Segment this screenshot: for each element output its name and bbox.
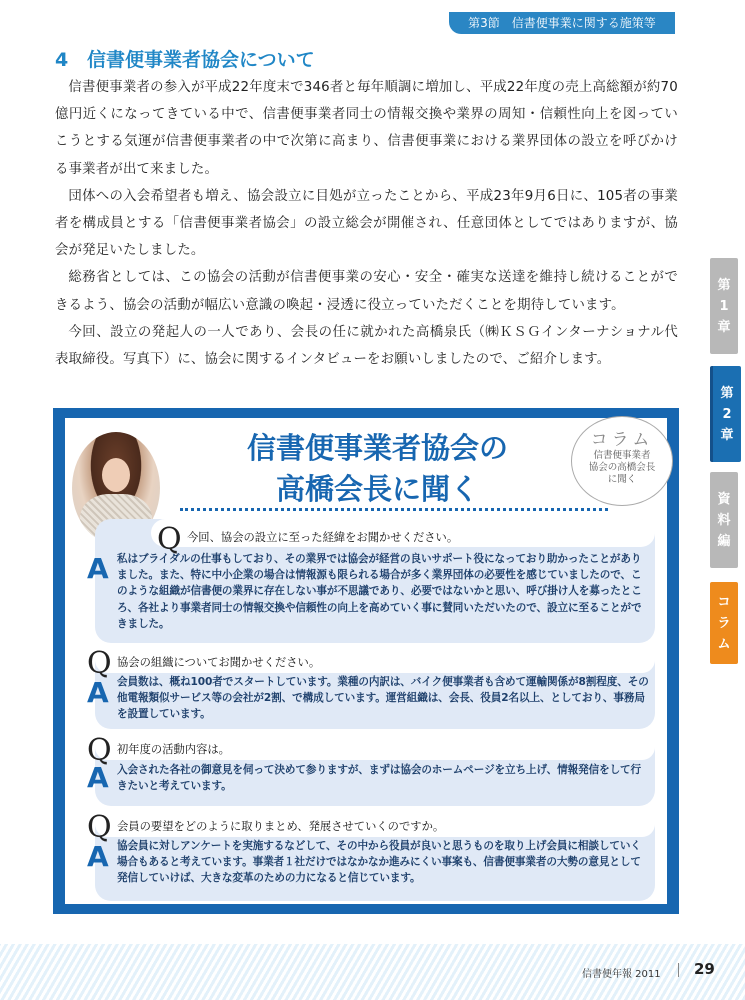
q-mark: Q: [87, 810, 112, 845]
stamp-main: コラム: [590, 430, 654, 450]
a-mark: A: [87, 676, 109, 709]
page-number: 29: [694, 960, 715, 978]
question-text: 協会の組織についてお聞かせください。: [117, 656, 321, 669]
stamp-sub: 信書便事業者: [593, 450, 651, 461]
paragraph: 信書便事業者の参入が平成22年度末で346者と毎年順調に増加し、平成22年度の売上高総額が約70億円近くになってきている中で、信書便事業者同士の情報交換や業界の周知・信頼性向上を図っていこうとする気運が信書便事業者の中で次第に高まり、信書便事業における業界団体の設立を呼びかける事業者が出て来ました。: [55, 80, 678, 177]
qa-block: [87, 733, 655, 806]
answer-text: 入会された各社の御意見を伺って決めて参りますが、まずは協会のホームページを立ち上げ、情報発信をして行きたいと考えています。: [117, 764, 642, 793]
qa-block: [87, 810, 655, 901]
answer-text: 協会員に対しアンケートを実施するなどして、その中から役員が良いと思うものを取り上げ会員に相談していく場合もあると考えています。事業者１社だけではなかなか進みにくい事案も、信書便事業者の大勢の意見として発信していけば、大きな変革のための力になると信じています。: [117, 840, 641, 885]
tab-char: ラ: [717, 615, 731, 631]
side-tab-chapter-2[interactable]: [710, 366, 741, 462]
tab-char: 編: [717, 533, 731, 549]
section-title-text: 信書便事業者協会について: [87, 49, 315, 71]
section-title: [55, 45, 315, 72]
a-mark: A: [87, 552, 109, 585]
tab-char: 章: [720, 427, 734, 443]
footer-publication: 信書便年報 2011: [582, 969, 661, 980]
stamp-sub: に聞く: [607, 474, 637, 485]
q-mark: Q: [157, 522, 182, 557]
side-tab-column[interactable]: [710, 582, 738, 664]
side-tab-appendix[interactable]: [710, 472, 738, 568]
tab-char: 1: [719, 298, 729, 314]
tab-char: コ: [717, 594, 731, 610]
stamp-sub: 協会の高橋会長: [588, 462, 656, 473]
tab-char: 第: [717, 277, 731, 293]
question-text: 初年度の活動内容は。: [117, 743, 230, 756]
portrait-face: [102, 458, 130, 492]
tab-char: 資: [717, 491, 731, 507]
question-text: 会員の要望をどのように取りまとめ、発展させていくのですか。: [117, 820, 445, 833]
qa-block: [87, 646, 655, 729]
answer-text: 私はブライダルの仕事もしており、その業界では協会が経営の良いサポート役になっており助かったことがありました。また、特に中小企業の場合は情報源も限られる場合が多く業界団体の必要性を感じていましたので、このような組織が信書便の業界に存在しない事が不思議であり、必要ではないかと思い、呼び掛け人を募ったところ、各社より事業者同士の情報交換や信頼性の向上を高めていく事に賛同いただいたので、設立に至ることができました。: [117, 553, 642, 630]
q-mark: Q: [87, 646, 112, 681]
tab-char: 章: [717, 319, 731, 335]
paragraph: 総務省としては、この協会の活動が信書便事業の安心・安全・確実な送達を維持し続けることができるよう、協会の活動が幅広い意識の喚起・浸透に役立っていただくことを期待しています。: [55, 270, 678, 313]
qa-block: [87, 519, 655, 643]
side-tab-chapter-1[interactable]: [710, 258, 738, 354]
body-text: [55, 74, 678, 373]
answer-text: 会員数は、概ね100者でスタートしています。業種の内訳は、バイク便事業者も含めて運輸関係が8割程度、その他電報類似サービス等の会社が2割、で構成しています。運営組織は、会長、役員2名以上、としており、事務局を設置しています。: [117, 676, 649, 721]
section-number: 4: [55, 49, 69, 71]
question-text: 今回、協会の設立に至った経緯をお聞かせください。: [187, 531, 459, 544]
a-mark: A: [87, 761, 109, 794]
tab-char: ム: [717, 636, 731, 652]
column-title-line2: 高橋会長に聞く: [275, 472, 479, 506]
column-stamp: [571, 416, 673, 506]
a-mark: A: [87, 840, 109, 873]
section-header-tab: 第3節 信書便事業に関する施策等: [449, 12, 675, 34]
tab-char: 料: [717, 512, 731, 528]
paragraph: 団体への入会希望者も増え、協会設立に目処が立ったことから、平成23年9月6日に、105者の事業者を構成員とする「信書便事業者協会」の設立総会が開催され、任意団体としてではありますが、協会が発足いたしました。: [55, 188, 678, 259]
tab-char: 2: [722, 406, 732, 422]
tab-char: 第: [720, 385, 734, 401]
footer-separator: [678, 963, 679, 977]
paragraph: 今回、設立の発起人の一人であり、会長の任に就かれた高橋泉氏（㈱ＫＳＧインターナショナル代表取締役。写真下）に、協会に関するインタビューをお願いしましたので、ご紹介します。: [55, 324, 678, 368]
q-mark: Q: [87, 733, 112, 768]
title-divider: [180, 508, 608, 511]
column-title: [175, 428, 580, 510]
column-title-line1: 信書便事業者協会の: [246, 431, 508, 465]
